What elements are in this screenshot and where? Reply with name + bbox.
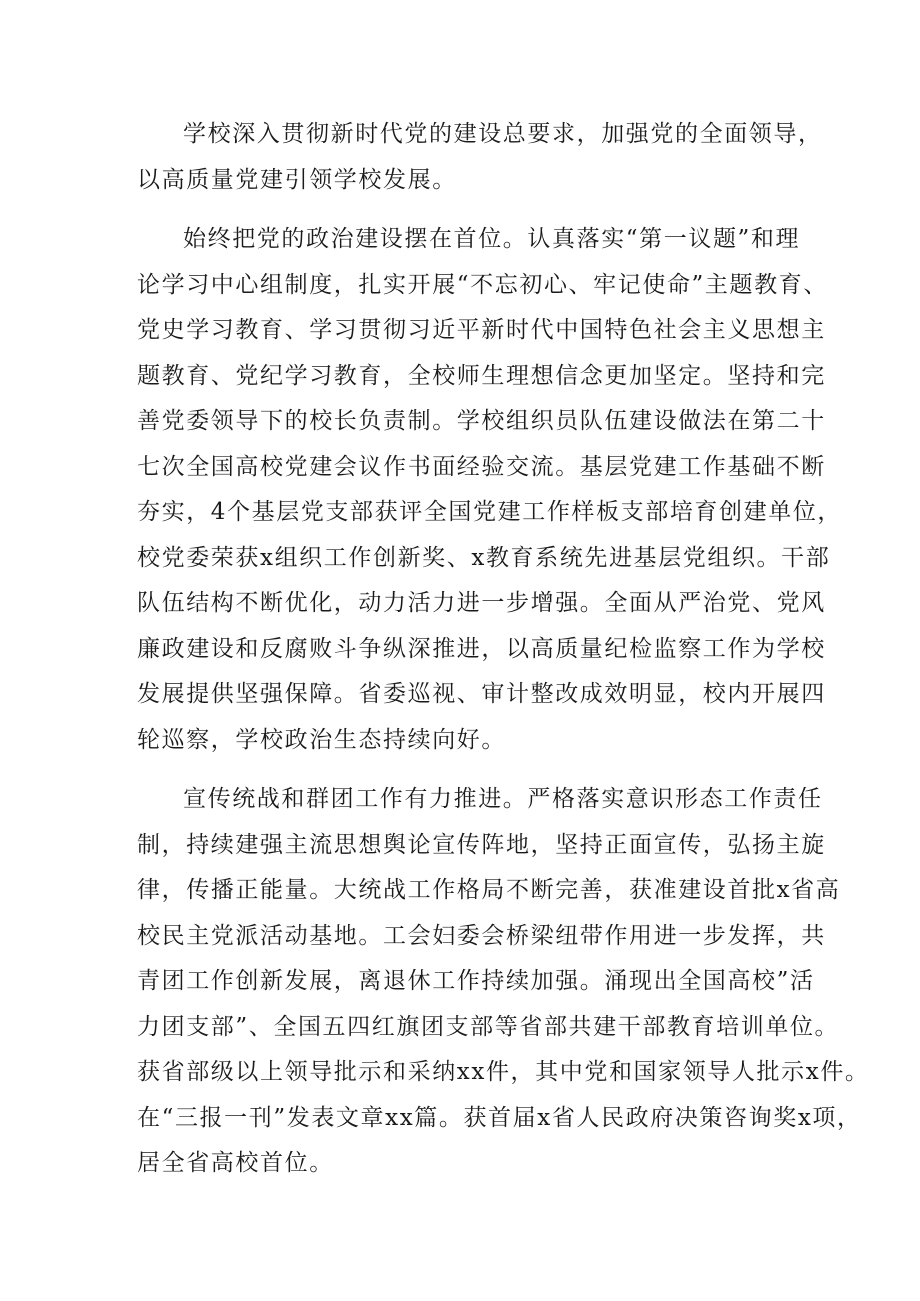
text-line: 发展提供坚强保障。省委巡视、审计整改成效明显，校内开展四 [137, 681, 826, 707]
text-line: 善党委领导下的校长负责制。学校组织员队伍建设做法在第二十 [137, 408, 826, 434]
text-line: 以高质量党建引领学校发展。 [137, 166, 457, 193]
text-line: 获省部级以上领导批示和采纳xx件，其中党和国家领导人批示x件。 [137, 1059, 870, 1085]
text-line: 夯实，4个基层党支部获评全国党建工作样板支部培育创建单位， [137, 499, 843, 525]
text-line: 校民主党派活动基地。工会妇委会桥梁纽带作用进一步发挥，共 [137, 922, 826, 949]
text-line: 七次全国高校党建会议作书面经验交流。基层党建工作基础不断 [137, 453, 826, 480]
text-line: 居全省高校首位。 [137, 1150, 334, 1176]
text-line: 在“三报一刊”发表文章xx篇。获首届x省人民政府决策咨询奖x项， [137, 1104, 862, 1131]
text-line: 学校深入贯彻新时代党的建设总要求，加强党的全面领导， [183, 121, 823, 147]
text-line: 廉政建设和反腐败斗争纵深推进，以高质量纪检监察工作为学校 [137, 635, 826, 662]
text-line: 党史学习教育、学习贯彻习近平新时代中国特色社会主义思想主 [137, 317, 826, 343]
document-body [137, 112, 870, 1201]
text-line: 校党委荣获x组织工作创新奖、x教育系统先进基层党组织。干部 [137, 544, 831, 571]
text-line: 始终把党的政治建设摆在首位。认真落实“第一议题”和理 [183, 226, 801, 252]
text-line: 轮巡察，学校政治生态持续向好。 [137, 726, 506, 753]
text-line: 题教育、党纪学习教育，全校师生理想信念更加坚定。坚持和完 [137, 362, 826, 389]
text-line: 律，传播正能量。大统战工作格局不断完善，获准建设首批x省高 [137, 877, 841, 903]
paragraph-intro [137, 112, 823, 203]
text-line: 队伍结构不断优化，动力活力进一步增强。全面从严治党、党风 [137, 590, 826, 616]
paragraph-political-building [137, 217, 843, 763]
text-line: 宣传统战和群团工作有力推进。严格落实意识形态工作责任 [183, 786, 823, 812]
text-line: 制，持续建强主流思想舆论宣传阵地，坚持正面宣传，弘扬主旋 [137, 831, 826, 858]
paragraph-publicity-united-front [137, 777, 870, 1187]
text-line: 论学习中心组制度，扎实开展“不忘初心、牢记使命”主题教育、 [137, 271, 828, 298]
text-line: 力团支部”、全国五四红旗团支部等省部共建干部教育培训单位。 [137, 1013, 840, 1040]
text-line: 青团工作创新发展，离退休工作持续加强。涌现出全国高校”活 [137, 968, 815, 994]
